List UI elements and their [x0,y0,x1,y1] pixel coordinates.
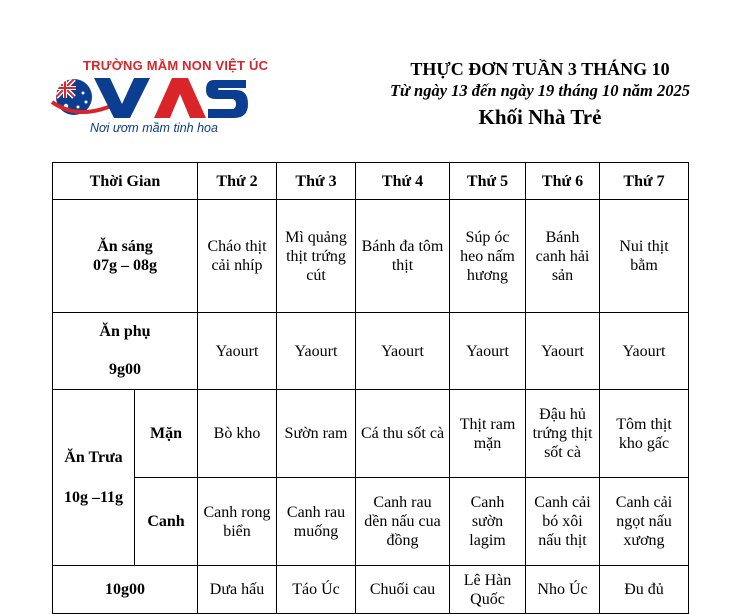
lunch-time: 10g –11g [63,488,124,506]
age-group: Khối Nhà Trẻ [478,105,602,129]
menu-cell: Dưa hấu [198,566,277,614]
school-slogan: Nơi ươm mầm tinh hoa [90,121,218,135]
salty-label: Mặn [135,390,198,478]
menu-header [330,58,744,132]
menu-cell: Yaourt [198,313,277,390]
snack-time: 9g00 [109,361,141,378]
menu-cell: Sườn ram [277,390,356,478]
menu-cell: Yaourt [277,313,356,390]
menu-title: THỰC ĐƠN TUẦN 3 THÁNG 10 [410,59,670,79]
day-header: Thứ 7 [600,163,689,200]
day-header: Thứ 6 [526,163,600,200]
fruit-time: 10g00 [53,566,198,614]
menu-cell: Tôm thịt kho gấc [600,390,689,478]
menu-cell: Yaourt [356,313,450,390]
vas-logo-mark [50,72,250,122]
snack-label: Ăn phụ [99,323,151,340]
fruit-row [53,566,689,614]
soup-label: Canh [135,478,198,566]
menu-cell: Yaourt [600,313,689,390]
menu-cell: Bánh đa tôm thịt [356,200,450,313]
menu-cell: Canh sườn lagim [450,478,526,566]
menu-cell: Đậu hủ trứng thịt sốt cà [526,390,600,478]
snack-label-cell [53,313,198,390]
day-header: Thứ 4 [356,163,450,200]
lunch-soup-row [53,478,689,566]
menu-cell: Súp óc heo nấm hương [450,200,526,313]
lunch-label-cell [53,390,135,566]
weekly-menu-table [52,162,689,614]
menu-cell: Canh cải ngọt nấu xương [600,478,689,566]
menu-cell: Lê Hàn Quốc [450,566,526,614]
menu-cell: Táo Úc [277,566,356,614]
menu-cell: Nho Úc [526,566,600,614]
menu-cell: Canh rau dền nấu cua đồng [356,478,450,566]
menu-cell: Bò kho [198,390,277,478]
breakfast-time: 07g – 08g [93,257,157,274]
breakfast-row [53,200,689,313]
menu-cell: Đu đủ [600,566,689,614]
menu-cell: Yaourt [450,313,526,390]
lunch-label: Ăn Trưa [64,448,123,466]
menu-cell: Bánh canh hải sản [526,200,600,313]
snack-row [53,313,689,390]
menu-cell: Nui thịt bằm [600,200,689,313]
breakfast-label-cell [53,200,198,313]
header-row [53,163,689,200]
menu-cell: Canh cải bó xôi nấu thịt [526,478,600,566]
school-name: TRƯỜNG MẦM NON VIỆT ÚC [83,58,269,73]
menu-cell: Thịt ram mặn [450,390,526,478]
menu-cell: Chuối cau [356,566,450,614]
day-header: Thứ 3 [277,163,356,200]
day-header: Thứ 5 [450,163,526,200]
date-range: Từ ngày 13 đến ngày 19 tháng 10 năm 2025 [389,81,691,100]
menu-cell: Canh rau muống [277,478,356,566]
school-logo [50,58,269,140]
menu-cell: Mì quảng thịt trứng cút [277,200,356,313]
menu-cell: Yaourt [526,313,600,390]
breakfast-label: Ăn sáng [97,238,153,255]
lunch-salty-row [53,390,689,478]
menu-cell: Cá thu sốt cà [356,390,450,478]
menu-cell: Canh rong biển [198,478,277,566]
menu-cell: Cháo thịt cải nhíp [198,200,277,313]
day-header: Thứ 2 [198,163,277,200]
time-header: Thời Gian [53,163,198,200]
